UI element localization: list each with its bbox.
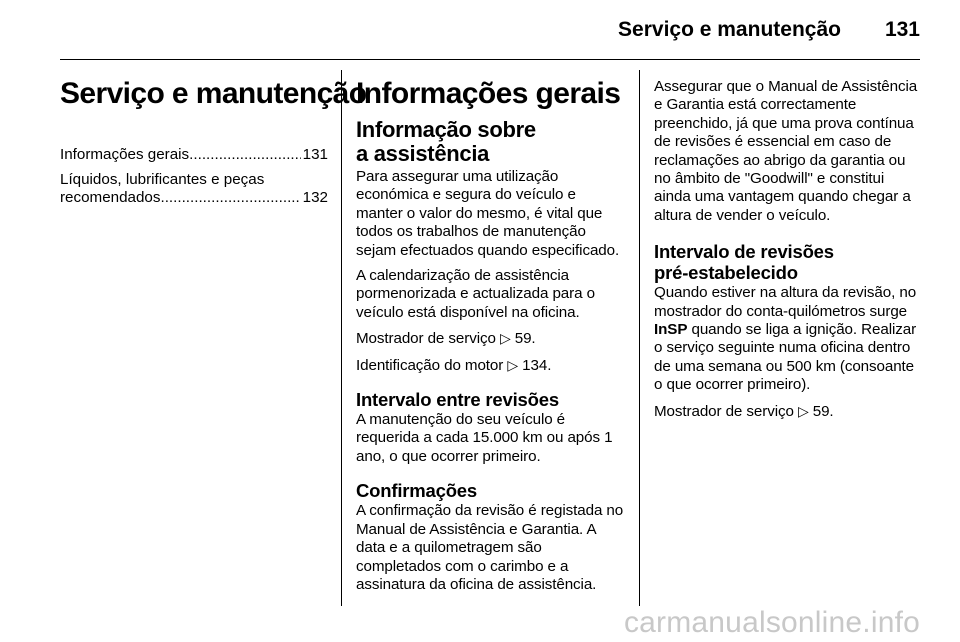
chapter-title: Serviço e manutenção bbox=[60, 77, 367, 110]
section-intervalo-pre-estabelecido bbox=[654, 241, 924, 421]
toc-leader-dots bbox=[189, 146, 301, 164]
toc-entry-label: Informações gerais bbox=[60, 146, 190, 163]
heading-line: Intervalo de revisões bbox=[654, 241, 834, 263]
column-1 bbox=[60, 68, 367, 214]
heading-line: a assistência bbox=[356, 141, 490, 166]
reference-text: Mostrador de serviço bbox=[654, 402, 798, 420]
column-divider-1 bbox=[341, 70, 342, 606]
reference-page: 59. bbox=[812, 402, 834, 420]
cross-reference[interactable] bbox=[654, 402, 924, 421]
paragraph: A confirmação da revisão é registada no Manual de Assistência e Garantia. A data e a quilometragem são completados com o carimbo e a assinatura da oficina de assistência. bbox=[356, 502, 624, 593]
cross-reference[interactable] bbox=[356, 356, 624, 375]
section-confirmacoes bbox=[356, 480, 624, 594]
text-run: Quando estiver na altura da revisão, no mostrador do conta-quilómetros surge bbox=[654, 284, 917, 320]
header-rule bbox=[60, 59, 920, 60]
paragraph: Para assegurar uma utilização económica e segura do veículo e manter o valor do mesmo, é vital que todos os trabalhos de manutenção sejam efectuados quando especificado. bbox=[356, 168, 620, 259]
toc-entry-page: 131 bbox=[302, 146, 328, 163]
toc-entry-liquidos[interactable] bbox=[60, 171, 328, 207]
cross-reference[interactable] bbox=[356, 329, 624, 348]
toc-line bbox=[60, 189, 328, 207]
section-informacao-assistencia bbox=[356, 118, 624, 375]
toc-entry-label: recomendados bbox=[60, 189, 161, 206]
toc-entry-informacoes-gerais[interactable] bbox=[60, 146, 328, 164]
toc-entry-page: 132 bbox=[302, 189, 328, 206]
page-ref-arrow-icon: ▷ bbox=[797, 402, 809, 419]
subsection-heading bbox=[356, 118, 624, 166]
section-intervalo-revisoes bbox=[356, 389, 624, 466]
column-3 bbox=[654, 78, 924, 435]
display-code: InSP bbox=[654, 321, 688, 339]
watermark: carmanualsonline.info bbox=[623, 606, 920, 639]
paragraph: A calendarização de assistência pormenorizada e actualizada para o veículo está disponível na oficina. bbox=[356, 267, 595, 321]
page-ref-arrow-icon: ▷ bbox=[507, 356, 519, 373]
text-run: quando se liga a ignição. Realizar o serviço seguinte numa oficina dentro de uma semana ou 500 km (consoante o que ocorrer primeiro). bbox=[654, 321, 917, 394]
running-title: Serviço e manutenção bbox=[618, 18, 841, 41]
page-ref-arrow-icon: ▷ bbox=[499, 330, 511, 347]
table-of-contents bbox=[60, 146, 328, 207]
reference-page: 134. bbox=[522, 356, 552, 374]
heading-line: Informação sobre bbox=[356, 117, 536, 142]
subsection-heading: Intervalo entre revisões bbox=[356, 389, 559, 411]
column-divider-2 bbox=[639, 70, 640, 606]
reference-text: Identificação do motor bbox=[356, 356, 508, 374]
page-header bbox=[618, 18, 920, 42]
paragraph bbox=[654, 284, 924, 394]
reference-page: 59. bbox=[514, 330, 536, 348]
toc-entry-label: Líquidos, lubrificantes e peças bbox=[60, 171, 265, 188]
page-number: 131 bbox=[884, 18, 920, 41]
section-title: Informações gerais bbox=[356, 77, 621, 110]
reference-text: Mostrador de serviço bbox=[356, 330, 500, 348]
paragraph: A manutenção do seu veículo é requerida a cada 15.000 km ou após 1 ano, o que ocorrer primeiro. bbox=[356, 411, 613, 465]
heading-line: pré-estabelecido bbox=[654, 262, 798, 284]
subsection-heading bbox=[654, 241, 924, 283]
toc-line bbox=[60, 146, 328, 164]
subsection-heading: Confirmações bbox=[356, 480, 477, 502]
paragraph: Assegurar que o Manual de Assistência e Garantia está correctamente preenchido, já que uma prova contínua de revisões é essencial em caso de reclamações ao abrigo da garantia ou no âmbito de "Goodwill" e constitui ainda uma vantagem quando chegar a altura de vender o veículo. bbox=[654, 78, 918, 224]
column-2 bbox=[356, 68, 624, 608]
toc-leader-dots bbox=[160, 189, 300, 207]
